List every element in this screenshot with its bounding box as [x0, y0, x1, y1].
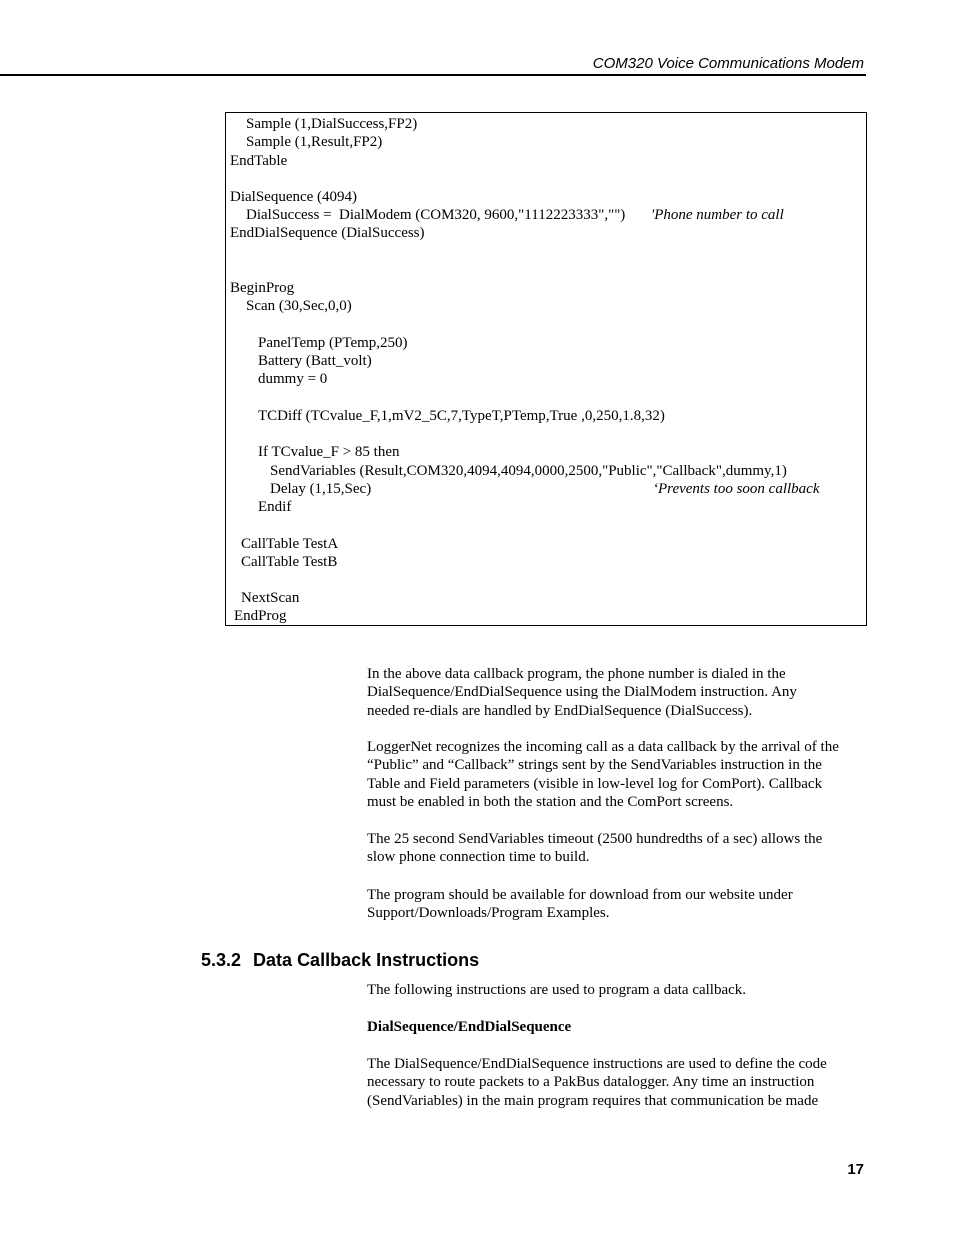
- section-heading: [201, 950, 479, 971]
- header-rule: [0, 74, 866, 76]
- code-line: NextScan: [241, 590, 300, 606]
- code-line: CallTable TestB: [241, 554, 338, 570]
- code-line: Sample (1,DialSuccess,FP2): [246, 116, 418, 132]
- code-line: Battery (Batt_volt): [258, 353, 372, 369]
- intro-paragraph: The following instructions are used to program a data callback.: [367, 982, 747, 998]
- code-line: CallTable TestA: [241, 536, 339, 552]
- paragraph: The program should be available for download from our website under Support/Downloads/Program Examples.: [367, 887, 793, 922]
- code-listing: [225, 112, 867, 626]
- code-line: EndDialSequence (DialSuccess): [230, 225, 425, 241]
- code-line: dummy = 0: [258, 371, 328, 387]
- code-line: Scan (30,Sec,0,0): [246, 298, 352, 314]
- section-title: Data Callback Instructions: [253, 950, 480, 970]
- code-line: If TCvalue_F > 85 then: [258, 444, 400, 460]
- code-line: EndProg: [234, 608, 287, 624]
- section-number: 5.3.2: [201, 950, 242, 970]
- code-line: PanelTemp (PTemp,250): [258, 335, 408, 351]
- code-line: DialSequence (4094): [230, 189, 358, 205]
- paragraph: The DialSequence/EndDialSequence instructions are used to define the code necessary to route packets to a PakBus datalogger. Any time an instruction (SendVariables) in the main program requires that communication be made: [367, 1056, 827, 1109]
- sub-heading: DialSequence/EndDialSequence: [367, 1019, 572, 1035]
- paragraph: In the above data callback program, the phone number is dialed in the DialSequence/EndDialSequence using the DialModem instruction. Any needed re-dials are handled by EndDialSequence (DialSuccess).: [367, 666, 797, 719]
- code-line: DialSuccess = DialModem (COM320, 9600,"1112223333",""): [246, 207, 626, 223]
- code-line: Delay (1,15,Sec): [270, 481, 372, 497]
- code-comment: ‘Prevents too soon callback: [653, 481, 820, 497]
- code-line: SendVariables (Result,COM320,4094,4094,0000,2500,"Public","Callback",dummy,1): [270, 463, 787, 479]
- code-line: EndTable: [230, 153, 288, 169]
- running-header: COM320 Voice Communications Modem: [592, 55, 864, 72]
- code-comment: 'Phone number to call: [651, 207, 784, 223]
- code-line: BeginProg: [230, 280, 295, 296]
- code-line: Endif: [258, 499, 292, 515]
- page-number: 17: [847, 1161, 864, 1178]
- code-line: TCDiff (TCvalue_F,1,mV2_5C,7,TypeT,PTemp,True ,0,250,1.8,32): [258, 408, 665, 424]
- paragraph: LoggerNet recognizes the incoming call as a data callback by the arrival of the “Public” and “Callback” strings sent by the SendVariables instruction in the Table and Field parameters (visible in low-level log for ComPort). Callback must be enabled in both the station and the ComPort screens.: [367, 739, 839, 810]
- paragraph: The 25 second SendVariables timeout (2500 hundredths of a sec) allows the slow phone connection time to build.: [367, 831, 823, 866]
- code-line: Sample (1,Result,FP2): [246, 134, 383, 150]
